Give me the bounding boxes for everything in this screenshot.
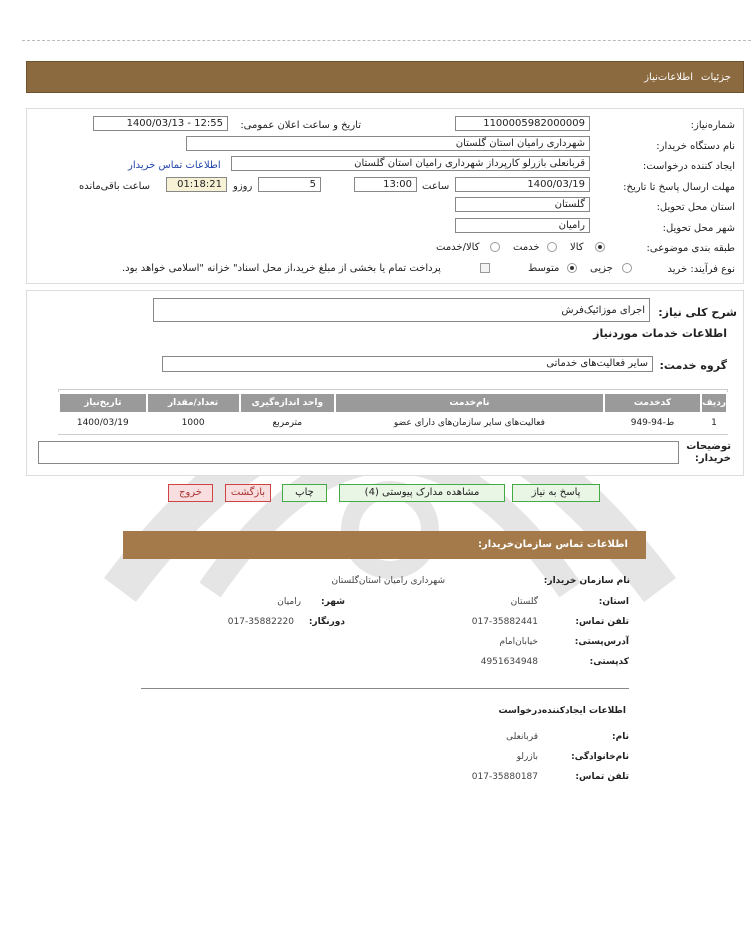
category-goods-label: کالا xyxy=(570,242,584,253)
col-row: ردیف xyxy=(701,393,727,413)
table-row xyxy=(59,413,727,433)
breadcrumb-need-info[interactable]: اطلاعات‌نیاز xyxy=(644,72,693,83)
buyer-org-field: شهرداری رامیان استان گلستان xyxy=(186,136,590,151)
process-label: نوع فرآیند: خرید xyxy=(667,264,735,275)
phone-label: تلفن تماس: xyxy=(575,617,629,627)
services-table xyxy=(58,392,728,434)
category-service-radio[interactable] xyxy=(547,242,557,252)
treasury-payment-note: پرداخت تمام یا بخشی از مبلغ خرید،از محل اسناد" خزانه "اسلامی خواهد بود. xyxy=(122,263,441,274)
category-goods-service-label: کالا/خدمت xyxy=(436,242,480,253)
announce-label: تاریخ و ساعت اعلان عمومی: xyxy=(240,120,361,131)
process-partial-radio[interactable] xyxy=(622,263,632,273)
cell-service-code: ط-94-949 xyxy=(604,413,701,433)
reply-button[interactable]: پاسخ به نیاز xyxy=(512,484,600,502)
city-contact-value: رامیان xyxy=(277,597,301,607)
time-label: ساعت xyxy=(422,181,450,192)
attachments-button[interactable]: مشاهده مدارک پیوستی (4) xyxy=(339,484,505,502)
fax-value: 017-35882220 xyxy=(227,617,294,627)
col-service-code: کدخدمت xyxy=(604,393,701,413)
contact-divider xyxy=(141,688,629,689)
cell-need-date: 1400/03/19 xyxy=(59,413,147,433)
buyer-notes-field xyxy=(38,441,679,464)
print-button[interactable]: چاپ xyxy=(282,484,327,502)
cell-unit: مترمربع xyxy=(240,413,335,433)
province-field: گلستان xyxy=(455,197,590,212)
remaining-label: ساعت باقی‌مانده xyxy=(79,181,151,192)
org-value: شهرداری رامیان استان‌گلستان xyxy=(331,576,445,586)
postal-label: کدپستی: xyxy=(589,657,629,667)
cell-row: 1 xyxy=(701,413,727,433)
requester-label: ایجاد کننده درخواست: xyxy=(642,161,735,172)
province-contact-label: استان: xyxy=(598,597,629,607)
fax-label: دورنگار: xyxy=(308,617,345,627)
service-group-field: سایر فعالیت‌های خدماتی xyxy=(162,356,653,372)
col-service-name: نام‌خدمت xyxy=(335,393,604,413)
treasury-payment-checkbox[interactable] xyxy=(480,263,490,273)
creator-family-label: نام‌خانوادگی: xyxy=(571,752,629,762)
city-field: رامیان xyxy=(455,218,590,233)
services-title: اطلاعات خدمات موردنیاز xyxy=(593,327,727,340)
col-quantity: تعداد/مقدار xyxy=(147,393,240,413)
days-label: روزو xyxy=(233,181,253,192)
address-value: خیابان‌امام xyxy=(499,637,538,647)
days-field: 5 xyxy=(258,177,321,192)
city-label: شهر محل تحویل: xyxy=(662,223,735,234)
creator-name-label: نام: xyxy=(612,732,629,742)
breadcrumb-bar xyxy=(26,61,744,93)
creator-phone-label: تلفن تماس: xyxy=(575,772,629,782)
buyer-org-label: نام دستگاه خریدار: xyxy=(656,141,735,152)
buyer-contact-link[interactable]: اطلاعات تماس خریدار xyxy=(128,160,221,171)
process-partial-label: جزیی xyxy=(590,263,613,274)
service-group-label: گروه خدمت: xyxy=(659,359,727,372)
cell-service-name: فعالیت‌های سایر سازمان‌های دارای عضو xyxy=(335,413,604,433)
summary-field: اجرای موزائیک‌فرش xyxy=(153,298,650,322)
province-contact-value: گلستان xyxy=(510,597,538,607)
breadcrumb-details[interactable]: جزئیات xyxy=(701,72,731,83)
col-unit: واحد اندازه‌گیری xyxy=(240,393,335,413)
org-label: نام سازمان خریدار: xyxy=(543,576,630,586)
phone-value: 017-35882441 xyxy=(471,617,538,627)
back-button[interactable]: بازگشت xyxy=(225,484,271,502)
process-medium-label: متوسط xyxy=(528,263,560,274)
need-info-panel xyxy=(26,108,744,284)
category-goods-service-radio[interactable] xyxy=(490,242,500,252)
col-need-date: تاریخ‌نیاز xyxy=(59,393,147,413)
need-number-field: 1100005982000009 xyxy=(455,116,590,131)
process-medium-radio[interactable] xyxy=(567,263,577,273)
category-label: طبقه بندی موضوعی: xyxy=(646,243,735,254)
category-goods-radio[interactable] xyxy=(595,242,605,252)
creator-phone-value: 017-35880187 xyxy=(471,772,538,782)
top-divider xyxy=(22,40,751,41)
creator-name-value: قربانعلی xyxy=(506,732,538,742)
contact-title: اطلاعات تماس سازمان‌خریدار: xyxy=(477,539,628,550)
buyer-notes-label: توضیحات خریدار: xyxy=(686,441,731,464)
creator-title: اطلاعات ایجادکننده‌درخواست xyxy=(498,706,626,716)
cell-quantity: 1000 xyxy=(147,413,240,433)
deadline-time-field: 13:00 xyxy=(354,177,417,192)
creator-family-value: بازرلو xyxy=(516,752,538,762)
province-label: استان محل تحویل: xyxy=(656,202,735,213)
announce-field: 1400/03/13 - 12:55 xyxy=(93,116,228,131)
address-label: آدرس‌پستی: xyxy=(574,637,629,647)
category-service-label: خدمت xyxy=(513,242,540,253)
contact-title-bar xyxy=(123,531,646,559)
summary-label: شرح کلی نیاز: xyxy=(658,306,737,319)
need-number-label: شماره‌نیاز: xyxy=(690,120,735,131)
city-contact-label: شهر: xyxy=(321,597,345,607)
postal-value: 4951634948 xyxy=(480,657,538,667)
deadline-date-field: 1400/03/19 xyxy=(455,177,590,192)
exit-button[interactable]: خروج xyxy=(168,484,213,502)
remaining-time-field: 01:18:21 xyxy=(166,177,227,192)
requester-field: قربانعلی بازرلو کارپرداز شهرداری رامیان استان گلستان xyxy=(231,156,590,171)
deadline-label: مهلت ارسال پاسخ تا تاریخ: xyxy=(623,182,735,193)
